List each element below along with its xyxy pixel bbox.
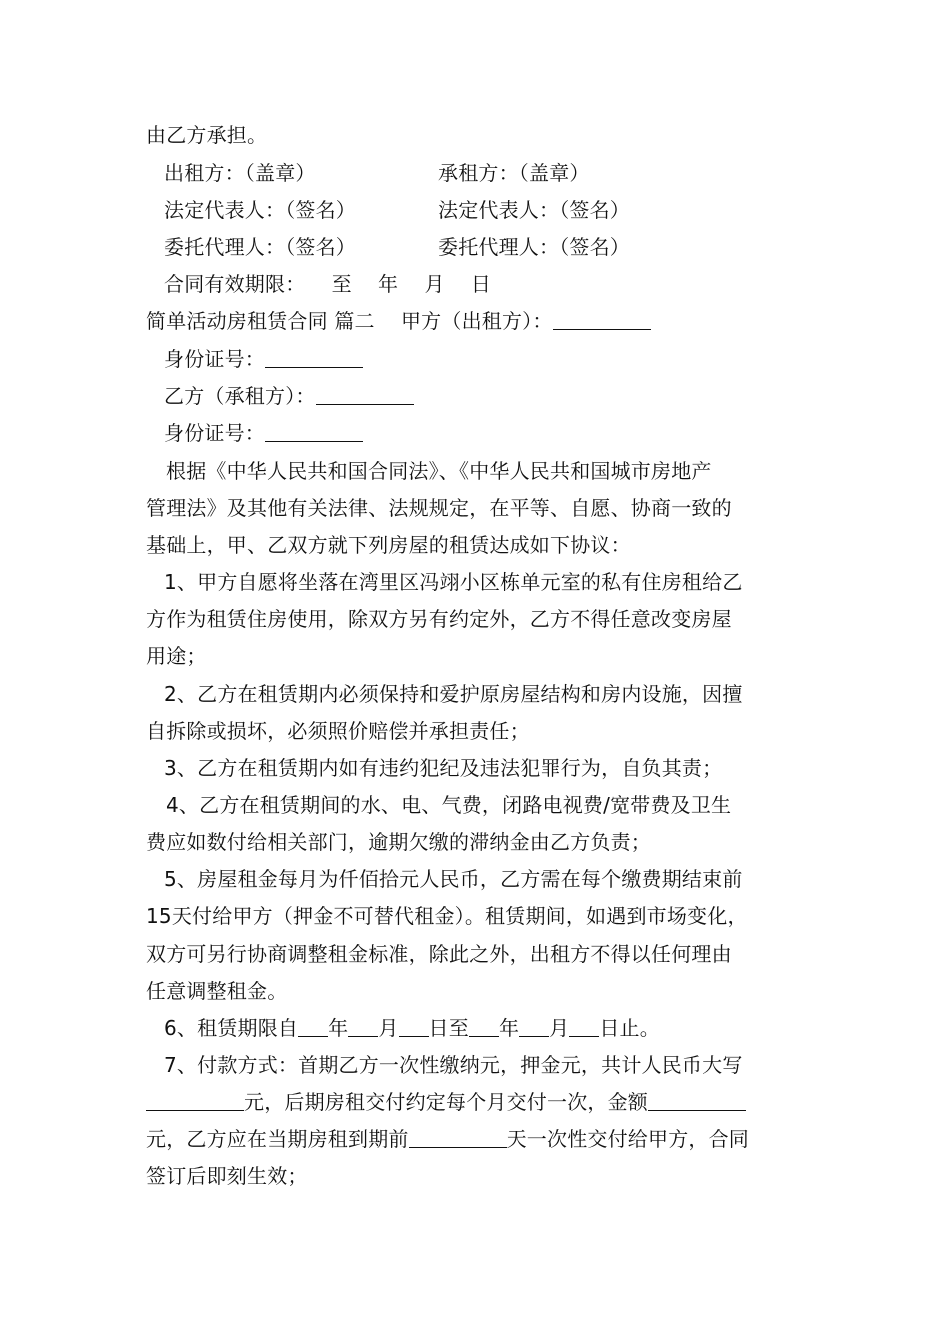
validity-line xyxy=(164,271,834,297)
party-b-line xyxy=(164,383,834,409)
line-text: 方作为租赁住房使用，除双方另有约定外，乙方不得任意改变房屋 xyxy=(146,607,732,631)
line-text: 日至 xyxy=(428,1016,469,1040)
text-line xyxy=(146,718,816,744)
line-text: 15天付给甲方（押金不可替代租金）。租赁期间，如遇到市场变化， xyxy=(146,904,748,928)
end-day-blank xyxy=(569,1016,599,1037)
lessor-seal-label: 出租方：（盖章） xyxy=(164,161,316,185)
line-text: 年 xyxy=(498,1016,520,1040)
line-text: 3、乙方在租赁期内如有违约犯纪及违法犯罪行为，自负其责； xyxy=(164,756,723,780)
party-b-blank xyxy=(316,384,414,405)
line-text: 4、乙方在租赁期间的水、电、气费，闭路电视费/宽带费及卫生 xyxy=(166,793,732,817)
text-line xyxy=(146,1089,816,1115)
text-line xyxy=(146,1126,816,1152)
line-text: 2、乙方在租赁期内必须保持和爱护原房屋结构和房内设施，因擅 xyxy=(164,682,743,706)
text-line xyxy=(166,458,836,484)
line-text: 6、租赁期限自 xyxy=(164,1016,299,1040)
party-a-blank xyxy=(553,309,651,330)
line-text: 天一次性交付给甲方，合同 xyxy=(506,1127,750,1151)
validity-text: 合同有效期限： 至 年 月 日 xyxy=(164,272,492,296)
line-text: 5、房屋租金每月为仟佰拾元人民币，乙方需在每个缴费期结束前 xyxy=(164,867,743,891)
line-text: 双方可另行协商调整租金标准，除此之外，出租方不得以任何理由 xyxy=(146,942,732,966)
line-text: 7、付款方式：首期乙方一次性缴纳元，押金元，共计人民币大写 xyxy=(164,1053,743,1077)
contract-title-line xyxy=(146,308,816,334)
start-day-blank xyxy=(399,1016,429,1037)
clause-5-line xyxy=(164,866,834,892)
text-line xyxy=(146,978,816,1004)
id-label-b: 身份证号： xyxy=(164,421,265,445)
id-line-b xyxy=(164,420,834,446)
clause-6-line xyxy=(164,1015,834,1041)
text-line xyxy=(146,495,816,521)
end-month-blank xyxy=(519,1016,549,1037)
id-blank-b xyxy=(265,421,363,442)
line-text: 月 xyxy=(378,1016,399,1040)
line-text: 月 xyxy=(549,1016,570,1040)
end-year-blank xyxy=(469,1016,499,1037)
clause-2-line xyxy=(164,681,834,707)
text-line xyxy=(146,643,816,669)
line-text: 年 xyxy=(328,1016,349,1040)
text-line xyxy=(146,606,816,632)
signature-row-legal-rep xyxy=(164,197,834,223)
text-line xyxy=(146,829,816,855)
lessee-legal-rep-label: 法定代表人：（签名） xyxy=(438,198,630,222)
line-text: 由乙方承担。 xyxy=(146,123,268,147)
contract-title-text: 简单活动房租赁合同 篇二 甲方（出租方）： xyxy=(146,309,553,333)
amount-blank xyxy=(648,1090,746,1111)
signature-row-agent xyxy=(164,234,834,260)
clause-4-line xyxy=(166,792,836,818)
text-line xyxy=(146,903,816,929)
text-line xyxy=(146,122,816,148)
signature-row-seal xyxy=(164,160,834,186)
amount-uppercase-blank xyxy=(146,1090,244,1111)
start-month-blank xyxy=(348,1016,378,1037)
lessee-agent-label: 委托代理人：（签名） xyxy=(438,235,630,259)
text-line xyxy=(146,1163,816,1189)
line-text: 任意调整租金。 xyxy=(146,979,288,1003)
line-text: 费应如数付给相关部门，逾期欠缴的滞纳金由乙方负责； xyxy=(146,830,651,854)
clause-3-line xyxy=(164,755,834,781)
party-b-label: 乙方（承租方）： xyxy=(164,384,316,408)
line-text: 自拆除或损坏，必须照价赔偿并承担责任； xyxy=(146,719,530,743)
lessee-seal-label: 承租方：（盖章） xyxy=(438,161,590,185)
text-line xyxy=(146,532,816,558)
id-blank-a xyxy=(265,347,363,368)
line-text: 用途； xyxy=(146,644,207,668)
lessor-legal-rep-label: 法定代表人：（签名） xyxy=(164,198,356,222)
id-line-a xyxy=(164,346,834,372)
line-text: 日止。 xyxy=(599,1016,660,1040)
days-blank xyxy=(409,1127,507,1148)
id-label-a: 身份证号： xyxy=(164,347,265,371)
text-line xyxy=(146,941,816,967)
line-text: 根据《中华人民共和国合同法》、《中华人民共和国城市房地产 xyxy=(166,459,712,483)
line-text: 1、甲方自愿将坐落在湾里区冯翊小区栋单元室的私有住房租给乙 xyxy=(164,570,743,594)
start-year-blank xyxy=(298,1016,328,1037)
line-text: 基础上，甲、乙双方就下列房屋的租赁达成如下协议： xyxy=(146,533,631,557)
line-text: 管理法》及其他有关法律、法规规定，在平等、自愿、协商一致的 xyxy=(146,496,732,520)
clause-7-line xyxy=(164,1052,834,1078)
line-text: 元，后期房租交付约定每个月交付一次，金额 xyxy=(244,1090,648,1114)
line-text: 签订后即刻生效； xyxy=(146,1164,308,1188)
lessor-agent-label: 委托代理人：（签名） xyxy=(164,235,356,259)
line-text: 元，乙方应在当期房租到期前 xyxy=(146,1127,409,1151)
clause-1-line xyxy=(164,569,834,595)
